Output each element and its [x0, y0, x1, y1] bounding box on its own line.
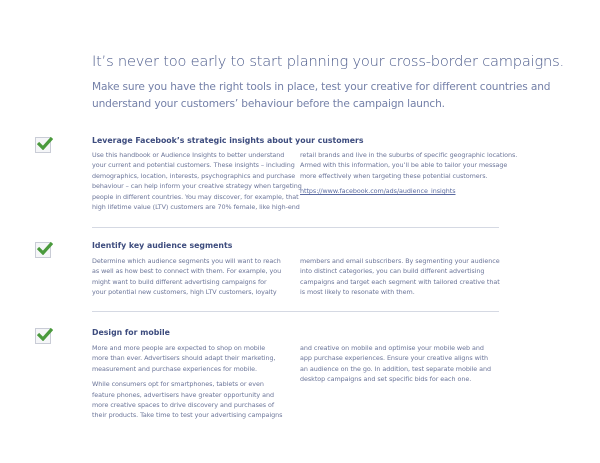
text-line: While consumers opt for smartphones, tablets or even — [92, 380, 264, 389]
text-line: feature phones, advertisers have greater opportunity and — [92, 390, 275, 399]
checkbox-checked-icon — [35, 328, 51, 344]
text-line: More and more people are expected to shop on mobile — [92, 344, 266, 352]
checkbox-checked-icon — [35, 137, 51, 153]
text-line: members and email subscribers. By segmenting your audience — [300, 257, 500, 265]
text-line: Use this handbook or Audience Insights to better understand — [92, 151, 285, 159]
section-heading: Leverage Facebook’s strategic insights about your customers — [92, 136, 364, 145]
page-title: It’s never too early to start planning your cross-border campaigns. — [92, 53, 564, 70]
section-body-left — [92, 256, 281, 298]
text-line: is most likely to resonate with them. — [300, 288, 415, 297]
section-body-left — [92, 150, 302, 212]
text-line: an audience on the go. In addition, test separate mobile and — [300, 364, 492, 373]
section-body-right — [300, 256, 500, 298]
text-line: people in different countries. You may discover, for example, that — [92, 192, 299, 201]
text-line: into distinct categories, you can build different advertising — [300, 267, 485, 276]
text-line: your current and potential customers. These insights – including — [92, 161, 295, 170]
checkbox-checked-icon — [35, 242, 51, 258]
divider — [92, 227, 499, 228]
text-line: high lifetime value (LTV) customers are 70% female, like high-end — [92, 203, 300, 212]
text-line: behaviour – can help inform your creative strategy when targeting — [92, 182, 302, 191]
divider — [92, 311, 499, 312]
text-line: app purchase experiences. Ensure your creative aligns with — [300, 354, 489, 363]
text-line: measurement and purchase experiences for mobile. — [92, 364, 257, 373]
text-line: Determine which audience segments you will want to reach — [92, 257, 281, 265]
section-body-left — [92, 343, 282, 421]
text-line: retail brands and live in the suburbs of specific geographic locations. — [300, 151, 518, 159]
text-line: their products. Take time to test your advertising campaigns — [92, 411, 283, 420]
text-line: Armed with this information, you’ll be able to tailor your message — [300, 161, 508, 170]
text-line: your potential new customers, high LTV customers, loyalty — [92, 288, 277, 297]
audience-insights-link[interactable]: https://www.facebook.com/ads/audience_insights — [300, 187, 456, 196]
page-subtitle — [92, 79, 550, 113]
text-line: might want to build different advertising campaigns for — [92, 277, 267, 286]
section-heading: Identify key audience segments — [92, 241, 233, 250]
subtitle-line: understand your customers’ behaviour before the campaign launch. — [92, 98, 445, 110]
text-line: demographics, location, interests, psychographics and purchase — [92, 171, 296, 180]
text-line: more effectively when targeting these potential customers. — [300, 171, 488, 180]
text-line: desktop campaigns and set specific bids for each one. — [300, 375, 472, 384]
text-line: and creative on mobile and optimise your mobile web and — [300, 344, 484, 352]
section-body-right — [300, 343, 491, 385]
text-line: more creative spaces to drive discovery and purchases of — [92, 401, 275, 410]
text-line: as well as how best to connect with them. For example, you — [92, 267, 282, 276]
section-heading: Design for mobile — [92, 328, 170, 337]
text-line: more than ever. Advertisers should adapt their marketing, — [92, 354, 276, 363]
text-line: campaigns and target each segment with tailored creative that — [300, 277, 500, 286]
subtitle-line: Make sure you have the right tools in place, test your creative for different countries and — [92, 81, 551, 93]
section-body-right — [300, 150, 517, 197]
